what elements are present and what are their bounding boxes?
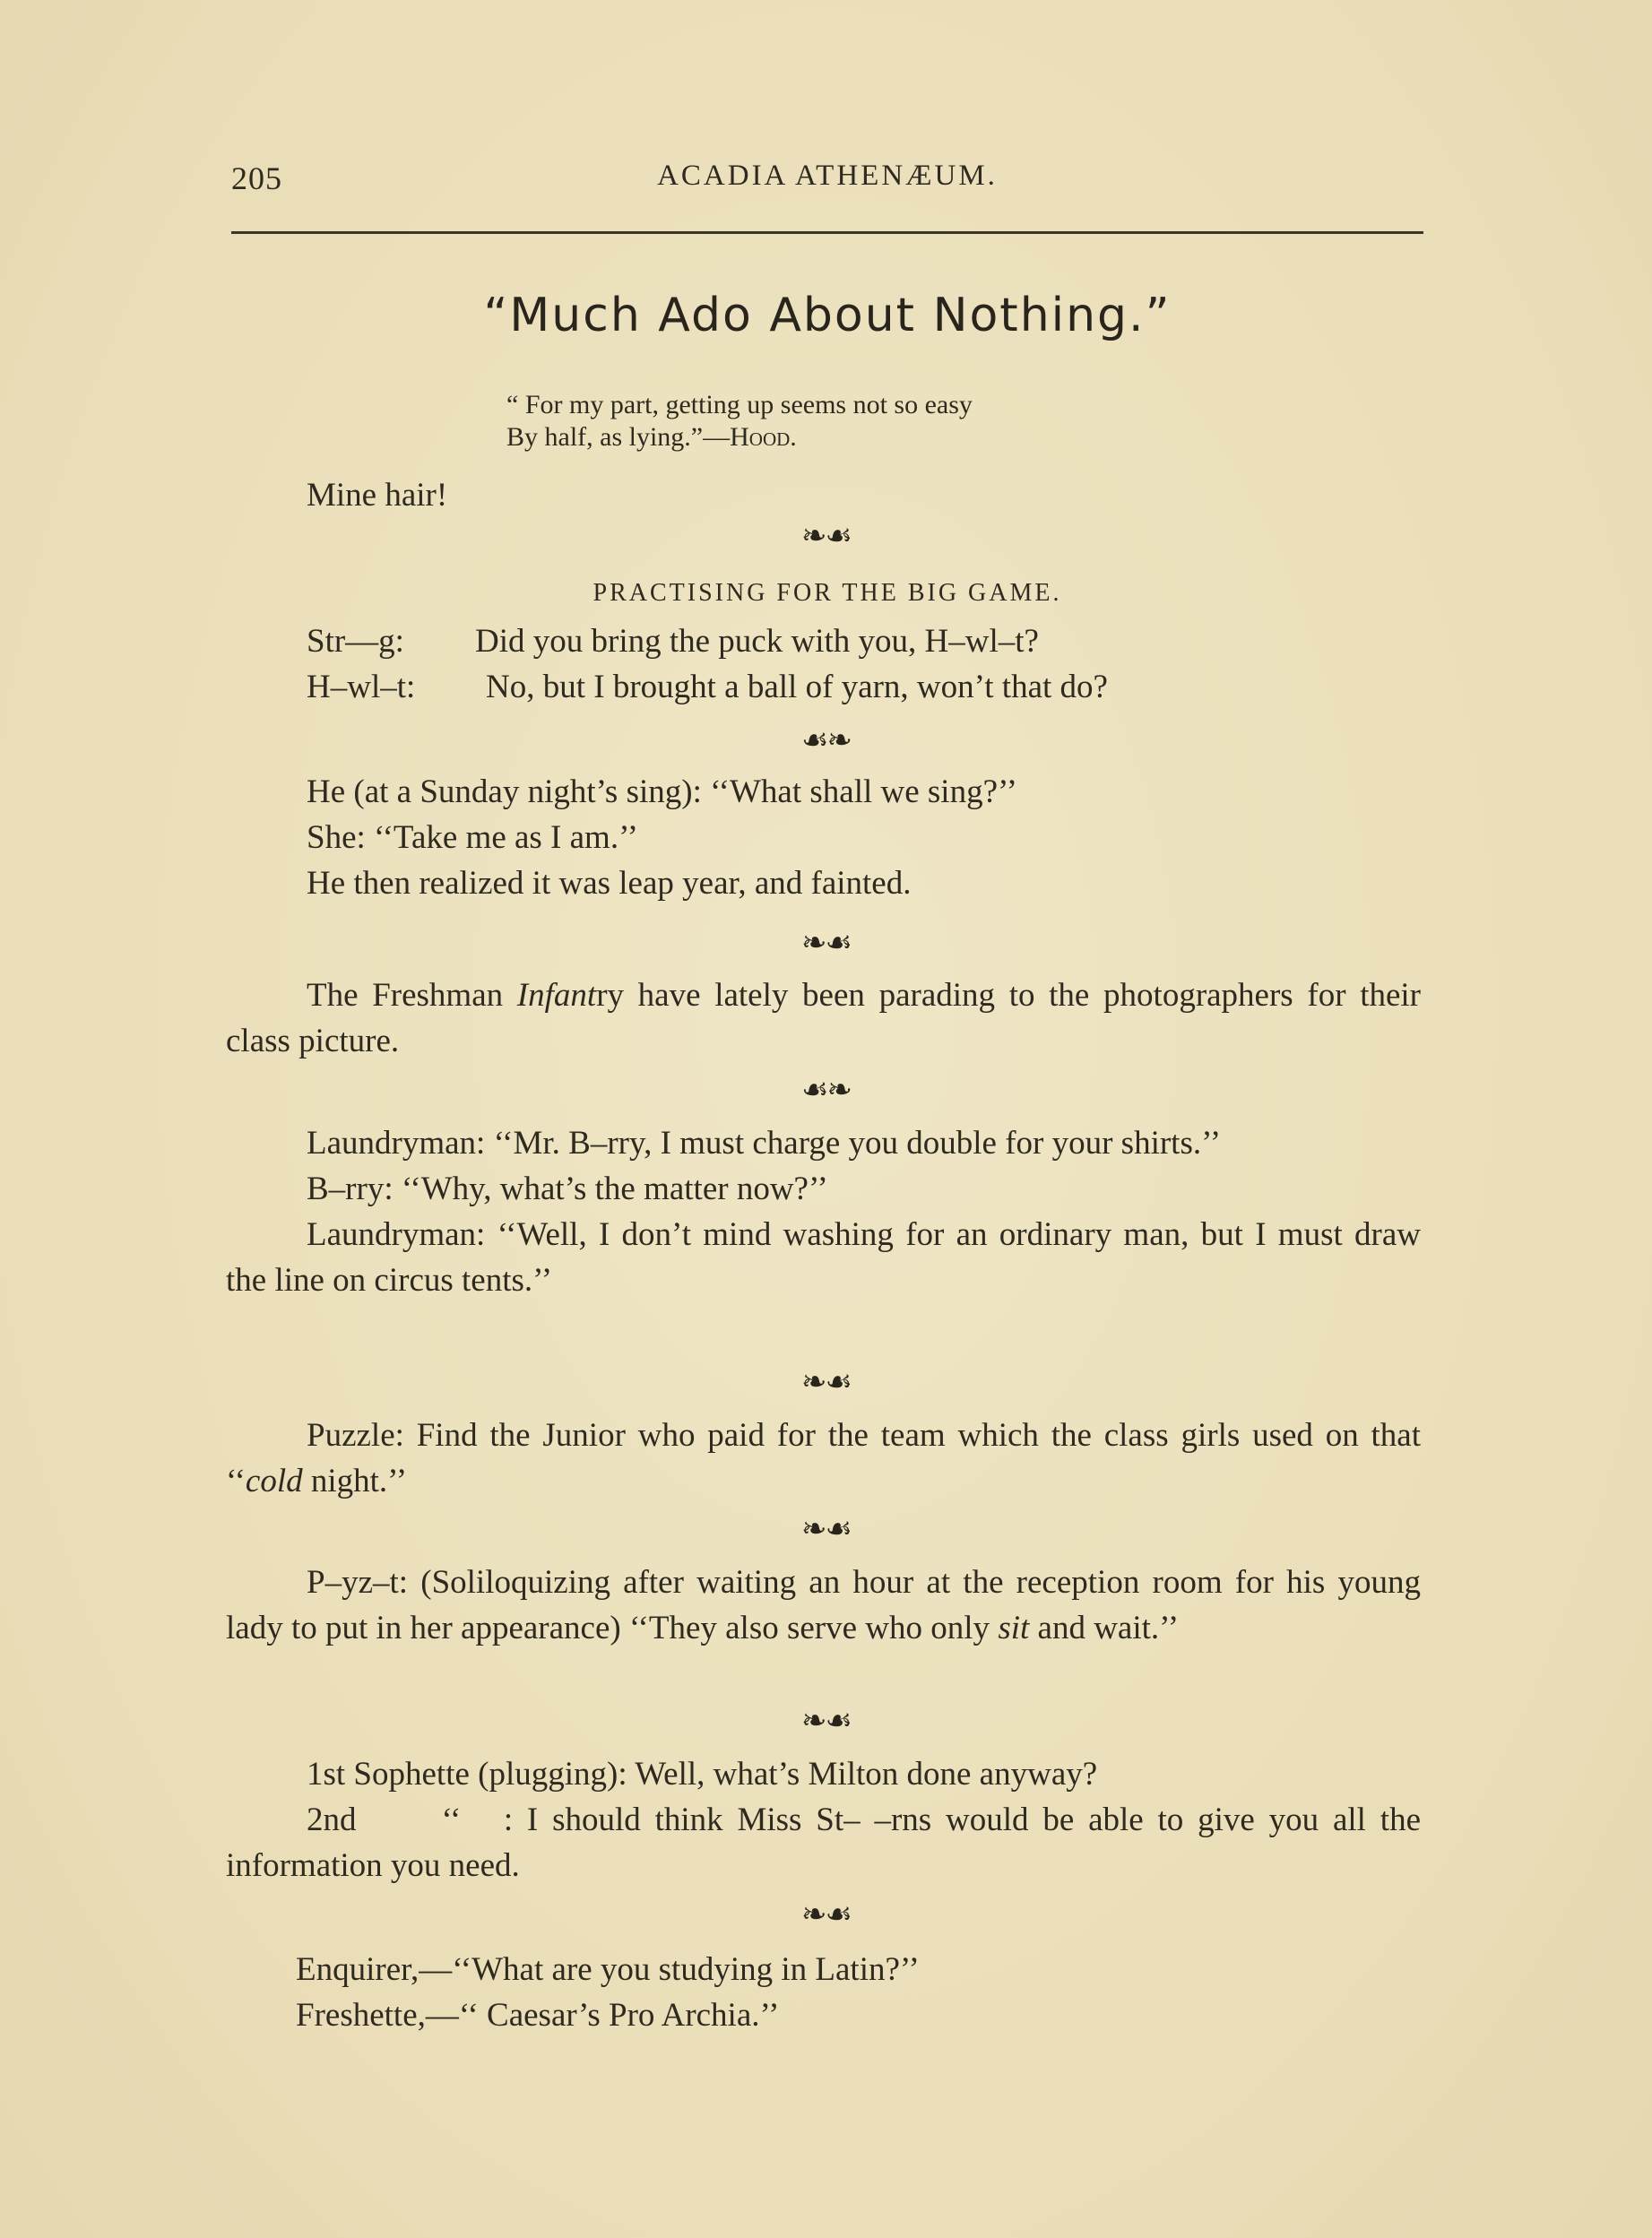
item-enquirer (215, 1947, 1410, 2038)
text-span: The Freshman (307, 977, 517, 1014)
fleuron-ornament-3: ❧☙ (801, 927, 851, 960)
enquirer-line-1: Enquirer,—‘‘What are you studying in Latin?’’ (296, 1951, 920, 1988)
epigraph-line-2 (506, 421, 973, 454)
sing-line-1: He (at a Sunday night’s sing): ‘‘What shall we sing?’’ (307, 773, 1017, 810)
sing-line-3: He then realized it was leap year, and fainted. (307, 865, 912, 902)
epigraph-text: By half, as lying.”— (506, 422, 731, 452)
item-sunday-sing (226, 769, 1421, 906)
text-span: night.’’ (302, 1463, 408, 1499)
fleuron-ornament-7: ❧☙ (801, 1705, 851, 1738)
laundry-paragraph-2: B–rry: ‘‘Why, what’s the matter now?’’ (307, 1171, 828, 1207)
item-freshman (226, 972, 1421, 1064)
puzzle-paragraph (226, 1413, 1421, 1504)
text-span: P–yz–t: (Soliloquizing after waiting an hour at the reception room for his young lady to put in her appearance) ‘‘They also serve who only (226, 1564, 1421, 1646)
laundry-paragraph-1: Laundryman: ‘‘Mr. B–rry, I must charge you double for your shirts.’’ (307, 1125, 1222, 1162)
sophette-paragraph-2: 2nd ‘‘ : I should think Miss St– –rns would be able to give you all the information you need. (226, 1802, 1430, 1884)
dialog-line: No, but I brought a ball of yarn, won’t that do? (486, 669, 1108, 705)
text-span: and wait.’’ (1029, 1610, 1180, 1646)
epigraph-author: Hood. (730, 422, 797, 452)
header-rule (231, 231, 1423, 234)
laundry-paragraph-3: Laundryman: ‘‘Well, I don’t mind washing for an ordinary man, but I must draw the line on circus tents.’’ (226, 1216, 1421, 1299)
fleuron-ornament-5: ❧☙ (801, 1366, 851, 1399)
item-laundry (226, 1120, 1421, 1303)
subhead: PRACTISING FOR THE BIG GAME. (592, 579, 1062, 607)
fleuron-ornament-8: ❧☙ (801, 1898, 851, 1931)
item-pyzt (226, 1560, 1421, 1651)
running-head: ACADIA ATHENÆUM. (657, 160, 998, 192)
dialog-row (307, 664, 1108, 710)
italic-span: Infant (516, 977, 597, 1014)
freshman-paragraph (226, 972, 1421, 1064)
epigraph-line-1: “ For my part, getting up seems not so easy (506, 390, 973, 419)
dialog-row (307, 618, 1108, 664)
item-sophette (226, 1751, 1430, 1888)
italic-span: sit (998, 1610, 1030, 1646)
text-span: ry have lately been parading to the photographers for their class picture. (226, 977, 1421, 1059)
text-span: Puzzle: Find the Junior who paid for the team which the class girls used on that ‘‘ (226, 1417, 1421, 1499)
fleuron-ornament-2: ☙❧ (801, 724, 851, 757)
sing-line-2: She: ‘‘Take me as I am.’’ (307, 819, 638, 856)
enquirer-line-2: Freshette,—‘‘ Caesar’s Pro Archia.’’ (296, 1997, 780, 2034)
page-number: 205 (231, 160, 282, 196)
pyzt-paragraph (226, 1560, 1421, 1651)
page-header (231, 160, 1423, 204)
dialog-puck (307, 618, 1108, 710)
sophette-paragraph-1: 1st Sophette (plugging): Well, what’s Milton done anyway? (307, 1756, 1098, 1793)
fleuron-ornament-1: ❧☙ (801, 520, 851, 553)
item-puzzle (226, 1413, 1421, 1504)
epigraph (506, 389, 973, 454)
article-title: “Much Ado About Nothing.” (483, 289, 1172, 342)
item-mine-hair (226, 472, 1421, 518)
fleuron-ornament-6: ❧☙ (801, 1513, 851, 1546)
mine-hair-text: Mine hair! (307, 477, 448, 514)
dialog-line: Did you bring the puck with you, H–wl–t? (475, 623, 1039, 660)
speaker: Str—g: (307, 623, 404, 660)
italic-span: cold (245, 1463, 303, 1499)
speaker: H–wl–t: (307, 669, 416, 705)
fleuron-ornament-4: ☙❧ (801, 1074, 851, 1107)
